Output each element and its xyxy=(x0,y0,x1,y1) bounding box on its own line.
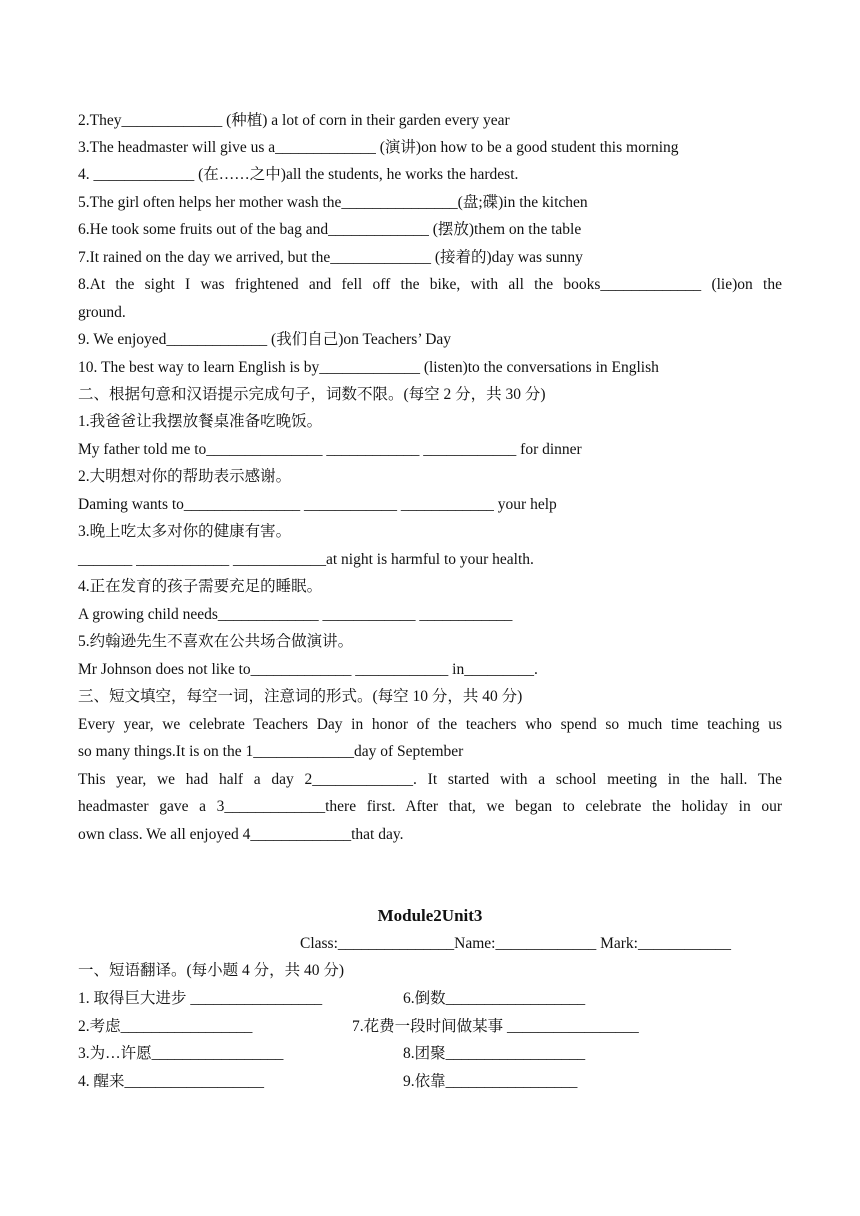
module-title: Module2Unit3 xyxy=(377,906,483,925)
section-2-item-2-cn: 2.大明想对你的帮助表示感谢。 xyxy=(78,468,292,485)
exercise-item-8-line1: 8.At the sight I was frightened and fell off the bike, with all the books_____________ (lie)on the xyxy=(78,276,782,293)
vocab-item-1: 1. 取得巨大进步 _________________ xyxy=(78,990,323,1007)
exercise-item-3: 3.The headmaster will give us a_____________ (演讲)on how to be a good student this morning xyxy=(78,139,679,156)
exercise-item-7: 7.It rained on the day we arrived, but the_____________ (接着的)day was sunny xyxy=(78,249,583,266)
vocab-item-8: 8.团聚__________________ xyxy=(403,1045,586,1062)
section-2-item-3-cn: 3.晚上吃太多对你的健康有害。 xyxy=(78,523,292,540)
vocab-item-6: 6.倒数__________________ xyxy=(403,990,586,1007)
section-2-item-4-cn: 4.正在发育的孩子需要充足的睡眠。 xyxy=(78,578,323,595)
section-2-item-2-en: Daming wants to_______________ ____________ ____________ your help xyxy=(78,496,557,513)
section-2-item-1-en: My father told me to_______________ ____________ ____________ for dinner xyxy=(78,441,582,458)
vocab-item-7: 7.花费一段时间做某事 _________________ xyxy=(352,1018,639,1035)
exercise-item-4: 4. _____________ (在……之中)all the students, he works the hardest. xyxy=(78,166,519,183)
exercise-item-6: 6.He took some fruits out of the bag and_____________ (摆放)them on the table xyxy=(78,221,582,238)
section-2-item-3-en: _______ ____________ ____________at night is harmful to your health. xyxy=(78,551,534,568)
section-2-item-5-cn: 5.约翰逊先生不喜欢在公共场合做演讲。 xyxy=(78,633,354,650)
vocab-item-4: 4. 醒来__________________ xyxy=(78,1073,265,1090)
section-2-item-4-en: A growing child needs_____________ ____________ ____________ xyxy=(78,606,513,623)
vocab-section-heading: 一、短语翻译。(每小题 4 分，共 40 分) xyxy=(78,962,345,979)
passage-line-1: Every year, we celebrate Teachers Day in honor of the teachers who spend so much time teaching us xyxy=(78,716,782,733)
vocab-item-2: 2.考虑_________________ xyxy=(78,1018,253,1035)
exercise-item-2: 2.They_____________ (种植) a lot of corn in their garden every year xyxy=(78,112,510,129)
section-2-item-5-en: Mr Johnson does not like to_____________ ____________ in_________. xyxy=(78,661,538,678)
exercise-item-8-line2: ground. xyxy=(78,304,126,321)
vocab-item-3: 3.为…许愿_________________ xyxy=(78,1045,284,1062)
passage-line-5: own class. We all enjoyed 4_____________that day. xyxy=(78,826,404,843)
vocab-item-9: 9.依靠_________________ xyxy=(403,1073,578,1090)
section-2-heading: 二、根据句意和汉语提示完成句子，词数不限。(每空 2 分，共 30 分) xyxy=(78,386,546,403)
section-3-heading: 三、短文填空，每空一词，注意词的形式。(每空 10 分，共 40 分) xyxy=(78,688,523,705)
exercise-item-9: 9. We enjoyed_____________ (我们自己)on Teachers’ Day xyxy=(78,331,452,348)
section-2-item-1-cn: 1.我爸爸让我摆放餐桌准备吃晚饭。 xyxy=(78,413,323,430)
exercise-item-5: 5.The girl often helps her mother wash the_______________(盘;碟)in the kitchen xyxy=(78,194,588,211)
passage-line-4: headmaster gave a 3_____________there first. After that, we began to celebrate the holiday in our xyxy=(78,798,782,815)
class-name-mark-line: Class:_______________Name:_____________ Mark:____________ xyxy=(300,935,731,952)
passage-line-3: This year, we had half a day 2_____________. It started with a school meeting in the hall. The xyxy=(78,771,782,788)
passage-line-2: so many things.It is on the 1_____________day of September xyxy=(78,743,464,760)
exercise-item-10: 10. The best way to learn English is by_____________ (listen)to the conversations in English xyxy=(78,359,659,376)
